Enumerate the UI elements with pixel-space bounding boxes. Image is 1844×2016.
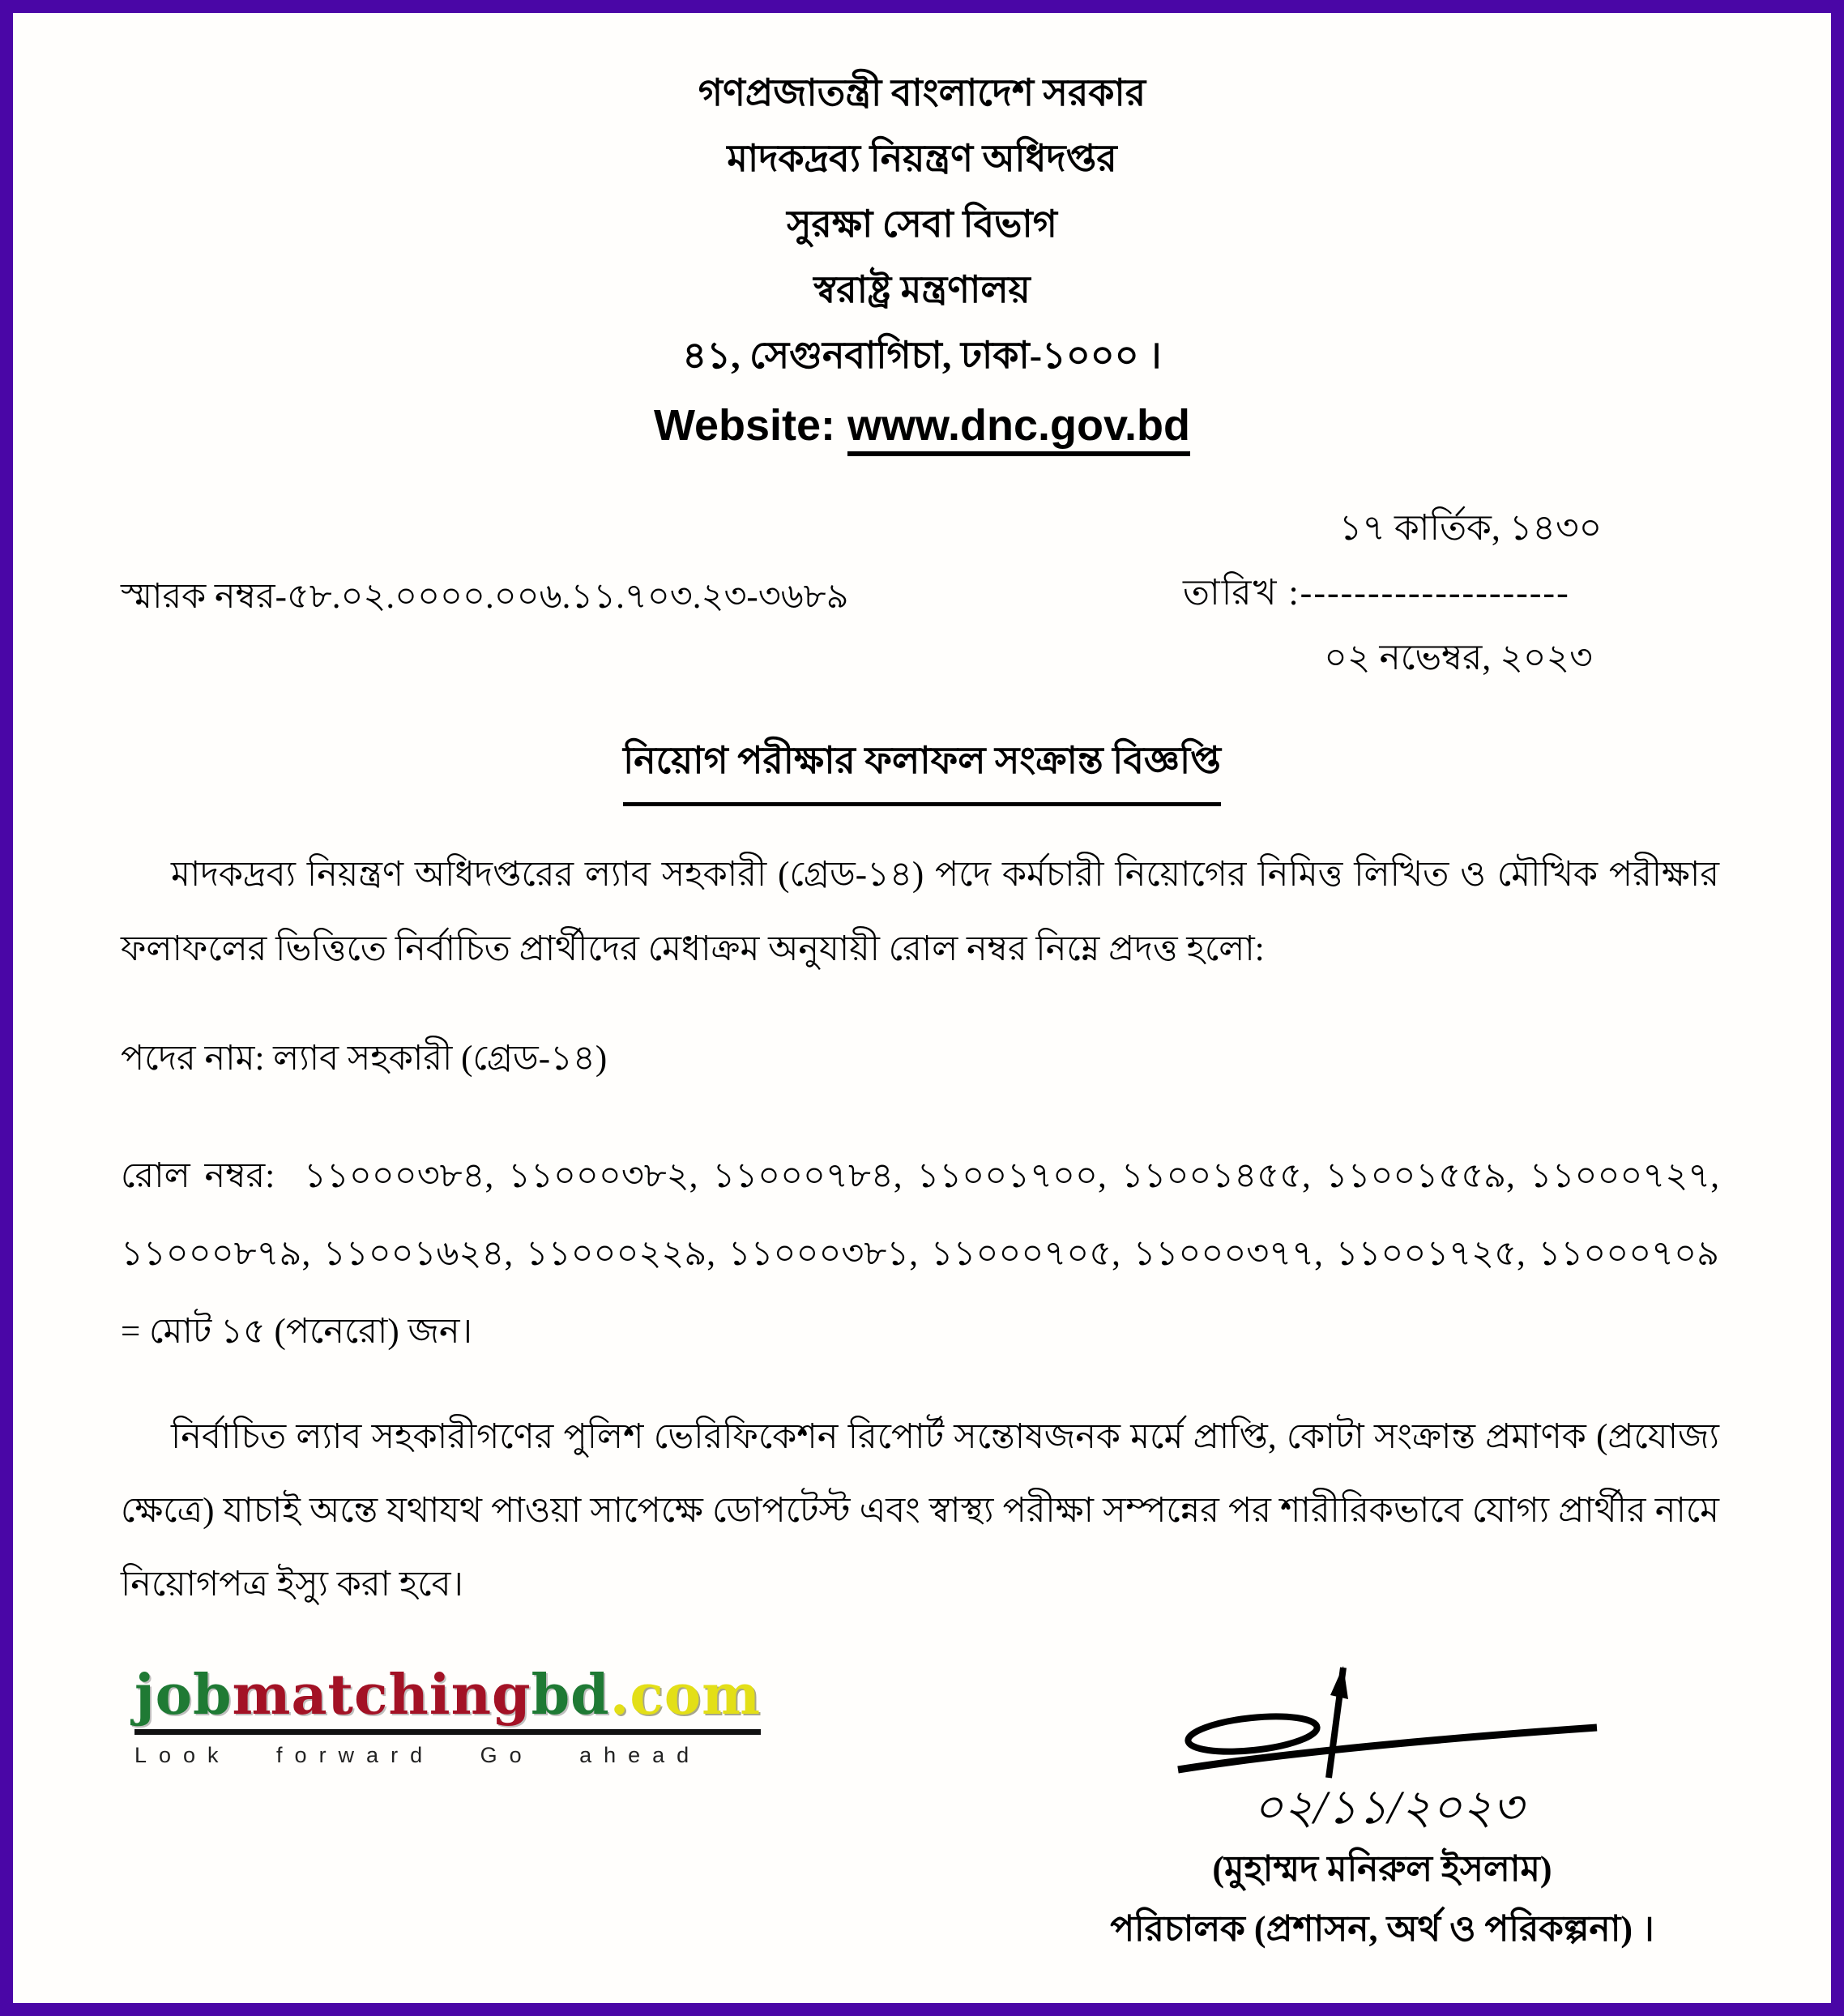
roll-total: = মোট ১৫ (পনেরো) জন। xyxy=(121,1313,472,1351)
logo-tagline: Look forward Go ahead xyxy=(134,1743,702,1767)
signatory-name: (মুহাম্মদ মনিরুল ইসলাম) xyxy=(1212,1849,1552,1889)
memo-number: স্মারক নম্বর-৫৮.০২.০০০০.০০৬.১১.৭০৩.২৩-৩৬৮৯ xyxy=(121,578,849,616)
government-name: গণপ্রজাতন্ত্রী বাংলাদেশ সরকার xyxy=(698,72,1146,113)
website-url: www.dnc.gov.bd xyxy=(847,401,1190,456)
notice-title-wrap xyxy=(13,733,1831,806)
website-label: Website: xyxy=(653,401,848,450)
gregorian-date: ০২ নভেম্বর, ২০২৩ xyxy=(1324,638,1593,677)
jobmatchingbd-watermark xyxy=(134,1663,762,1768)
division-name: সুরক্ষা সেবা বিভাগ xyxy=(787,203,1057,245)
logo-part-bd: bd xyxy=(531,1663,610,1728)
roll-number-list: ১১০০০৩৮৪, ১১০০০৩৮২, ১১০০০৭৮৪, ১১০০১৭০০, ১১০০১৪৫৫, ১১০০১৫৫৯, ১১০০০৭২৭, ১১০০০৮৭৯, ১১০০১৬২৪, ১১০০০২২৯, ১১০০০৩৮১, ১১০০০৭০৫, ১১০০০৩৭৭, ১১০০১৭২৫, ১১০০০৭০৯ xyxy=(121,1157,1719,1273)
position-name-line: পদের নাম: ল্যাব সহকারী (গ্রেড-১৪) xyxy=(121,1040,608,1078)
intro-paragraph: মাদকদ্রব্য নিয়ন্ত্রণ অধিদপ্তরের ল্যাব সহকারী (গ্রেড-১৪) পদে কর্মচারী নিয়োগের নিমিত্ত লিখিত ও মৌখিক পরীক্ষার ফলাফলের ভিত্তিতে নির্বাচিত প্রার্থীদের মেধাক্রম অনুযায়ী রোল নম্বর নিম্নে প্রদত্ত হলো: xyxy=(121,856,1719,968)
roll-label: রোল নম্বর: xyxy=(121,1157,275,1195)
office-address: ৪১, সেগুনবাগিচা, ঢাকা-১০০০ । xyxy=(682,335,1162,376)
ministry-name: স্বরাষ্ট্র মন্ত্রণালয় xyxy=(813,269,1031,310)
date-label-dashes: তারিখ :-------------------- xyxy=(1183,573,1570,613)
logo-part-com: .com xyxy=(609,1663,762,1728)
date-block xyxy=(1183,496,1685,690)
signature-block xyxy=(977,1655,1787,1960)
logo-part-job: job xyxy=(134,1663,233,1728)
notice-title: নিয়োগ পরীক্ষার ফলাফল সংক্রান্ত বিজ্ঞপ্তি xyxy=(623,733,1221,806)
signatory-designation: পরিচালক (প্রশাসন, অর্থ ও পরিকল্পনা) । xyxy=(1110,1909,1654,1949)
handwritten-signature-icon xyxy=(1131,1655,1633,1845)
letterhead xyxy=(13,60,1831,463)
signature-handwritten-date: ০২/১১/২০২৩ xyxy=(1253,1781,1523,1834)
department-name: মাদকদ্রব্য নিয়ন্ত্রণ অধিদপ্তর xyxy=(727,138,1117,179)
closing-paragraph: নির্বাচিত ল্যাব সহকারীগণের পুলিশ ভেরিফিকেশন রিপোর্ট সন্তোষজনক মর্মে প্রাপ্তি, কোটা সংক্রান্ত প্রমাণক (প্রযোজ্য ক্ষেত্রে) যাচাই অন্তে যথাযথ পাওয়া সাপেক্ষে ডোপটেস্ট এবং স্বাস্থ্য পরীক্ষা সম্পন্নের পর শারীরিকভাবে যোগ্য প্রার্থীর নামে নিয়োগপত্র ইস্যু করা হবে। xyxy=(121,1418,1719,1604)
logo-part-matching: matching xyxy=(232,1663,531,1728)
roll-number-paragraph xyxy=(121,1138,1719,1371)
bangla-calendar-date: ১৭ কার্তিক, ১৪৩০ xyxy=(1338,508,1603,548)
jobmatchingbd-logo-text xyxy=(134,1663,761,1735)
website-line xyxy=(13,388,1831,463)
